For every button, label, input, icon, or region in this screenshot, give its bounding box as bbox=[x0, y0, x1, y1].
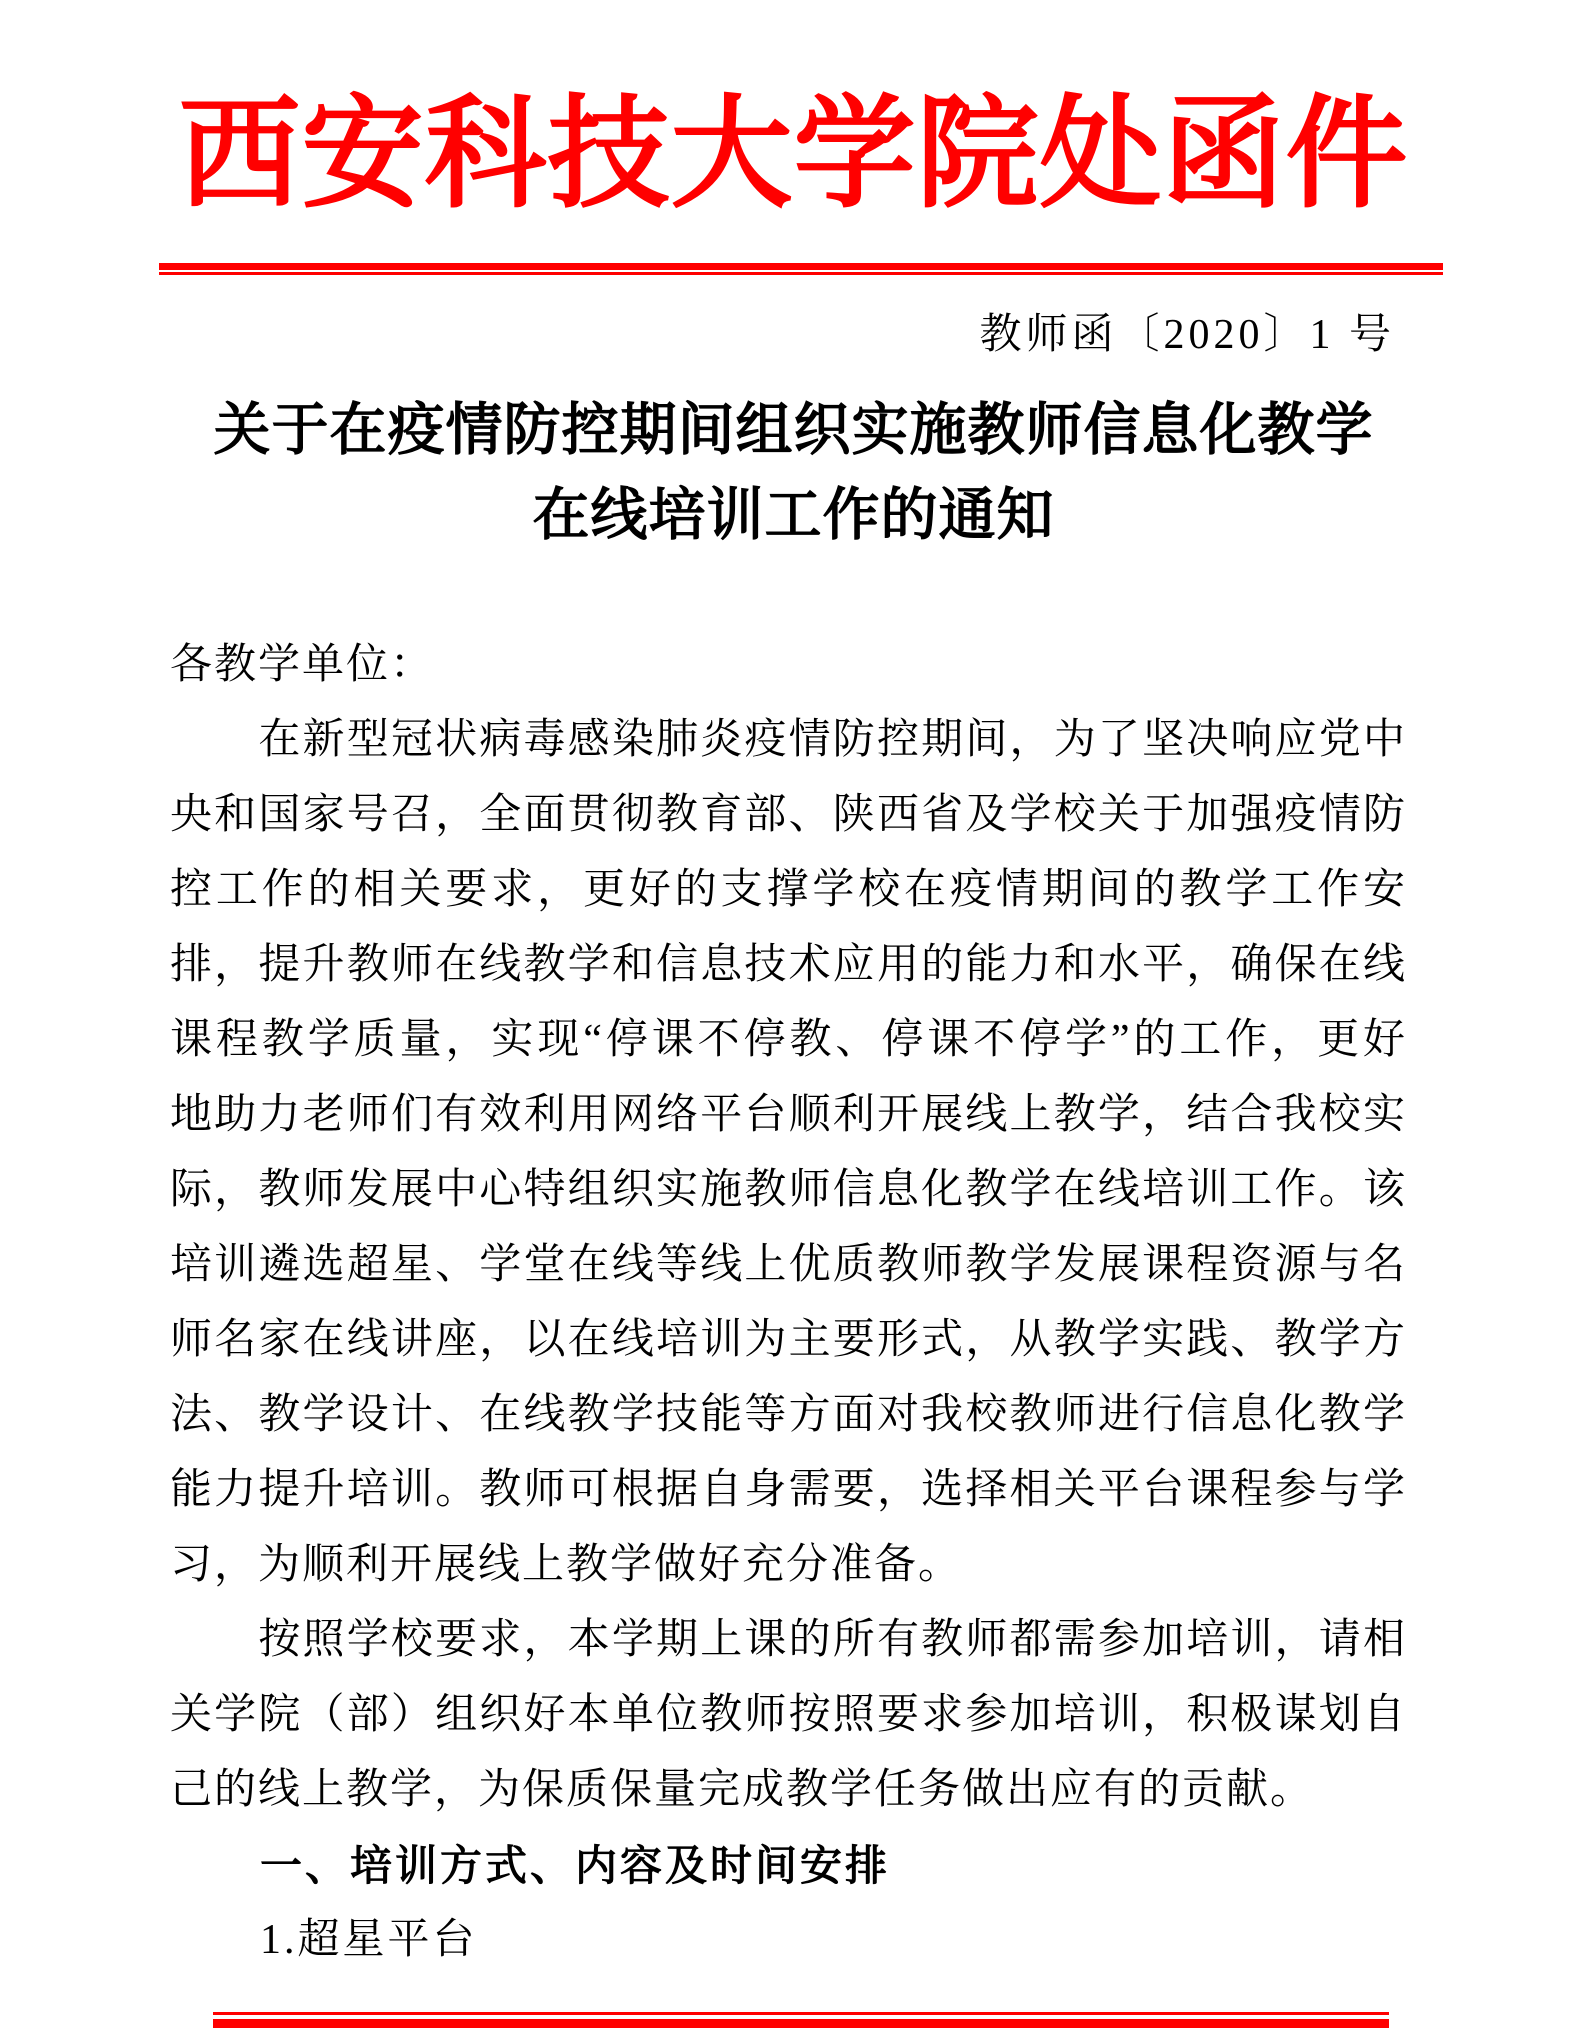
body-line: 师名家在线讲座，以在线培训为主要形式，从教学实践、教学方 bbox=[170, 1317, 1407, 1363]
body-line: 1.超星平台 bbox=[170, 1917, 478, 1963]
body-line: 际，教师发展中心特组织实施教师信息化教学在线培训工作。该 bbox=[170, 1167, 1407, 1213]
red-double-rule-bottom bbox=[213, 2012, 1389, 2028]
body-line: 各教学单位： bbox=[170, 642, 435, 688]
document-title-line2: 在线培训工作的通知 bbox=[532, 483, 1055, 547]
document-title bbox=[0, 388, 1587, 558]
body-line: 己的线上教学，为保质保量完成教学任务做出应有的贡献。 bbox=[170, 1767, 1315, 1813]
body-line: 培训遴选超星、学堂在线等线上优质教师教学发展课程资源与名 bbox=[170, 1242, 1407, 1288]
body-line: 在新型冠状病毒感染肺炎疫情防控期间，为了坚决响应党中 bbox=[170, 717, 1407, 763]
letterhead-banner-title: 西安科技大学院处函件 bbox=[178, 86, 1409, 222]
document-title-line1: 关于在疫情防控期间组织实施教师信息化教学 bbox=[213, 398, 1374, 462]
document-number: 教师函〔2020〕1 号 bbox=[979, 312, 1395, 358]
body-line: 地助力老师们有效利用网络平台顺利开展线上教学，结合我校实 bbox=[170, 1092, 1407, 1138]
body-line: 能力提升培训。教师可根据自身需要，选择相关平台课程参与学 bbox=[170, 1467, 1407, 1513]
body-line: 习，为顺利开展线上教学做好充分准备。 bbox=[170, 1542, 963, 1588]
body-line: 关学院（部）组织好本单位教师按照要求参加培训，积极谋划自 bbox=[170, 1692, 1407, 1738]
red-double-rule-top bbox=[159, 263, 1443, 275]
red-rule-thick bbox=[159, 263, 1443, 270]
body-line: 排，提升教师在线教学和信息技术应用的能力和水平，确保在线 bbox=[170, 942, 1407, 988]
body-line: 央和国家号召，全面贯彻教育部、陕西省及学校关于加强疫情防 bbox=[170, 792, 1407, 838]
body-text bbox=[170, 628, 1407, 1978]
body-line: 课程教学质量，实现“停课不停教、停课不停学”的工作，更好 bbox=[170, 1017, 1407, 1063]
red-rule-thin bbox=[159, 272, 1443, 275]
red-rule-thick bbox=[213, 2019, 1389, 2028]
body-line: 控工作的相关要求，更好的支撑学校在疫情期间的教学工作安 bbox=[170, 867, 1407, 913]
body-line: 法、教学设计、在线教学技能等方面对我校教师进行信息化教学 bbox=[170, 1392, 1407, 1438]
body-line: 按照学校要求，本学期上课的所有教师都需参加培训，请相 bbox=[170, 1617, 1407, 1663]
body-line: 一、培训方式、内容及时间安排 bbox=[170, 1842, 891, 1889]
